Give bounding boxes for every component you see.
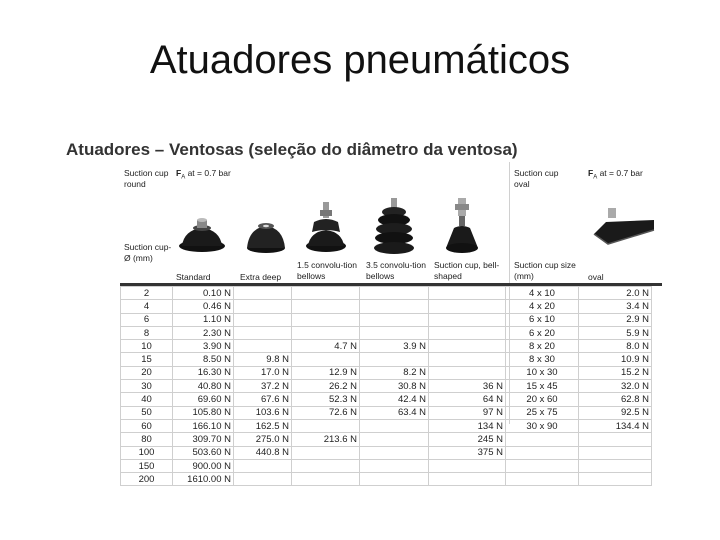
diameter-label: Suction cup-Ø (mm) xyxy=(124,242,172,263)
standard-cup-image xyxy=(176,210,228,254)
table-row xyxy=(121,313,652,326)
col-header-oval-size: Suction cup size (mm) xyxy=(514,260,576,281)
force-cell: 17.0 N xyxy=(234,366,292,379)
force-cell: 103.6 N xyxy=(234,406,292,419)
force-cell: 42.4 N xyxy=(360,393,429,406)
bellows-1-5-cup-image xyxy=(300,200,352,256)
diameter-cell: 20 xyxy=(121,366,173,379)
force-cell: 3.9 N xyxy=(360,340,429,353)
force-cell xyxy=(360,326,429,339)
force-cell: 63.4 N xyxy=(360,406,429,419)
force-cell xyxy=(429,353,506,366)
force-cell: 166.10 N xyxy=(173,419,234,432)
diameter-cell: 100 xyxy=(121,446,173,459)
force-cell: 0.10 N xyxy=(173,287,234,300)
figure-title: Atuadores – Ventosas (seleção do diâmetro da ventosa) xyxy=(66,140,518,159)
force-cell: 30.8 N xyxy=(360,380,429,393)
force-cell: 37.2 N xyxy=(234,380,292,393)
force-cell: 134 N xyxy=(429,419,506,432)
force-cell: 52.3 N xyxy=(292,393,360,406)
force-cell: 275.0 N xyxy=(234,433,292,446)
force-cell: 64 N xyxy=(429,393,506,406)
force-cell xyxy=(234,326,292,339)
force-cell: 15.2 N xyxy=(579,366,652,379)
force-cell: 9.8 N xyxy=(234,353,292,366)
force-cell xyxy=(234,300,292,313)
oval-cup-image xyxy=(588,204,660,254)
force-cell: 12.9 N xyxy=(292,366,360,379)
force-cell: 8.0 N xyxy=(579,340,652,353)
force-cell: 1610.00 N xyxy=(173,473,234,486)
force-cell xyxy=(292,313,360,326)
force-cell xyxy=(234,313,292,326)
oval-size-cell: 10 x 30 xyxy=(506,366,579,379)
force-cell xyxy=(360,313,429,326)
force-cell: 8.50 N xyxy=(173,353,234,366)
force-cell: 4.7 N xyxy=(292,340,360,353)
force-cell xyxy=(429,313,506,326)
force-cell xyxy=(360,433,429,446)
oval-size-cell xyxy=(506,446,579,459)
table-row xyxy=(121,406,652,419)
force-cell xyxy=(429,300,506,313)
force-cell xyxy=(292,459,360,472)
force-cell xyxy=(429,326,506,339)
force-cell xyxy=(429,459,506,472)
force-cell: 105.80 N xyxy=(173,406,234,419)
force-cell xyxy=(292,300,360,313)
table-row xyxy=(121,287,652,300)
force-cell xyxy=(360,287,429,300)
diameter-cell: 2 xyxy=(121,287,173,300)
col-header-1-5-bellows: 1.5 convolu-tion bellows xyxy=(297,260,358,281)
force-cell: 67.6 N xyxy=(234,393,292,406)
data-table xyxy=(120,286,652,486)
force-cell xyxy=(429,340,506,353)
oval-force-label: $F_A$ at = 0.7 bar xyxy=(588,168,643,181)
force-cell xyxy=(360,446,429,459)
diameter-cell: 40 xyxy=(121,393,173,406)
force-cell xyxy=(360,459,429,472)
bell-shaped-cup-image xyxy=(436,198,488,258)
oval-size-cell: 20 x 60 xyxy=(506,393,579,406)
force-cell: 72.6 N xyxy=(292,406,360,419)
force-cell xyxy=(234,287,292,300)
bellows-3-5-cup-image xyxy=(368,198,420,258)
col-header-standard: Standard xyxy=(176,272,211,282)
force-cell: 0.46 N xyxy=(173,300,234,313)
force-cell: 309.70 N xyxy=(173,433,234,446)
table-row xyxy=(121,419,652,432)
col-header-extra-deep: Extra deep xyxy=(240,272,282,282)
force-cell xyxy=(292,419,360,432)
diameter-cell: 150 xyxy=(121,459,173,472)
diameter-cell: 10 xyxy=(121,340,173,353)
oval-size-cell: 4 x 10 xyxy=(506,287,579,300)
force-cell: 134.4 N xyxy=(579,419,652,432)
table-row xyxy=(121,473,652,486)
force-cell: 2.0 N xyxy=(579,287,652,300)
diameter-cell: 50 xyxy=(121,406,173,419)
table-row xyxy=(121,340,652,353)
force-cell: 5.9 N xyxy=(579,326,652,339)
force-cell: 10.9 N xyxy=(579,353,652,366)
force-cell: 8.2 N xyxy=(360,366,429,379)
oval-size-cell: 8 x 30 xyxy=(506,353,579,366)
force-cell: 69.60 N xyxy=(173,393,234,406)
oval-size-cell: 15 x 45 xyxy=(506,380,579,393)
force-cell: 213.6 N xyxy=(292,433,360,446)
force-cell xyxy=(292,287,360,300)
force-cell xyxy=(579,446,652,459)
force-cell: 3.4 N xyxy=(579,300,652,313)
oval-size-cell: 6 x 20 xyxy=(506,326,579,339)
force-cell xyxy=(429,473,506,486)
oval-size-cell xyxy=(506,473,579,486)
force-cell xyxy=(292,446,360,459)
force-cell xyxy=(234,459,292,472)
force-cell: 26.2 N xyxy=(292,380,360,393)
force-cell: 62.8 N xyxy=(579,393,652,406)
table-row xyxy=(121,300,652,313)
oval-size-cell: 6 x 10 xyxy=(506,313,579,326)
diameter-cell: 200 xyxy=(121,473,173,486)
force-cell: 375 N xyxy=(429,446,506,459)
diameter-cell: 15 xyxy=(121,353,173,366)
force-cell: 245 N xyxy=(429,433,506,446)
force-cell: 162.5 N xyxy=(234,419,292,432)
oval-size-cell: 8 x 20 xyxy=(506,340,579,353)
oval-size-cell: 30 x 90 xyxy=(506,419,579,432)
extra-deep-cup-image xyxy=(240,212,292,256)
force-cell xyxy=(429,287,506,300)
oval-size-cell: 4 x 20 xyxy=(506,300,579,313)
col-header-oval: oval xyxy=(588,272,604,282)
diameter-cell: 8 xyxy=(121,326,173,339)
force-cell: 3.90 N xyxy=(173,340,234,353)
force-cell xyxy=(360,300,429,313)
force-cell: 32.0 N xyxy=(579,380,652,393)
force-cell xyxy=(292,326,360,339)
force-cell: 503.60 N xyxy=(173,446,234,459)
table-row xyxy=(121,366,652,379)
force-cell: 97 N xyxy=(429,406,506,419)
col-header-bell-shaped: Suction cup, bell-shaped xyxy=(434,260,500,281)
slide-title: Atuadores pneumáticos xyxy=(149,38,571,82)
force-cell xyxy=(234,473,292,486)
force-cell: 2.9 N xyxy=(579,313,652,326)
col-header-3-5-bellows: 3.5 convolu-tion bellows xyxy=(366,260,427,281)
table-row xyxy=(121,433,652,446)
diameter-cell: 60 xyxy=(121,419,173,432)
force-cell xyxy=(292,353,360,366)
force-cell: 40.80 N xyxy=(173,380,234,393)
force-cell xyxy=(360,419,429,432)
oval-size-cell xyxy=(506,459,579,472)
table-row xyxy=(121,446,652,459)
round-cup-label: Suction cup round xyxy=(124,168,169,189)
force-cell xyxy=(579,433,652,446)
force-label: $F_A$ at = 0.7 bar xyxy=(176,168,231,181)
oval-size-cell xyxy=(506,433,579,446)
force-cell xyxy=(234,340,292,353)
diameter-cell: 6 xyxy=(121,313,173,326)
table-row xyxy=(121,380,652,393)
force-cell: 1.10 N xyxy=(173,313,234,326)
force-cell xyxy=(429,366,506,379)
force-cell: 92.5 N xyxy=(579,406,652,419)
force-cell xyxy=(360,353,429,366)
table-row xyxy=(121,326,652,339)
diameter-cell: 4 xyxy=(121,300,173,313)
force-cell: 440.8 N xyxy=(234,446,292,459)
table-row xyxy=(121,353,652,366)
diameter-cell: 30 xyxy=(121,380,173,393)
force-cell: 900.00 N xyxy=(173,459,234,472)
suction-cup-table-figure xyxy=(64,140,664,512)
table-row xyxy=(121,393,652,406)
table-row xyxy=(121,459,652,472)
force-cell xyxy=(292,473,360,486)
force-cell xyxy=(579,459,652,472)
oval-size-cell: 25 x 75 xyxy=(506,406,579,419)
force-cell xyxy=(579,473,652,486)
oval-cup-label: Suction cup oval xyxy=(514,168,559,189)
force-cell: 2.30 N xyxy=(173,326,234,339)
force-cell xyxy=(360,473,429,486)
force-cell: 36 N xyxy=(429,380,506,393)
diameter-cell: 80 xyxy=(121,433,173,446)
force-cell: 16.30 N xyxy=(173,366,234,379)
